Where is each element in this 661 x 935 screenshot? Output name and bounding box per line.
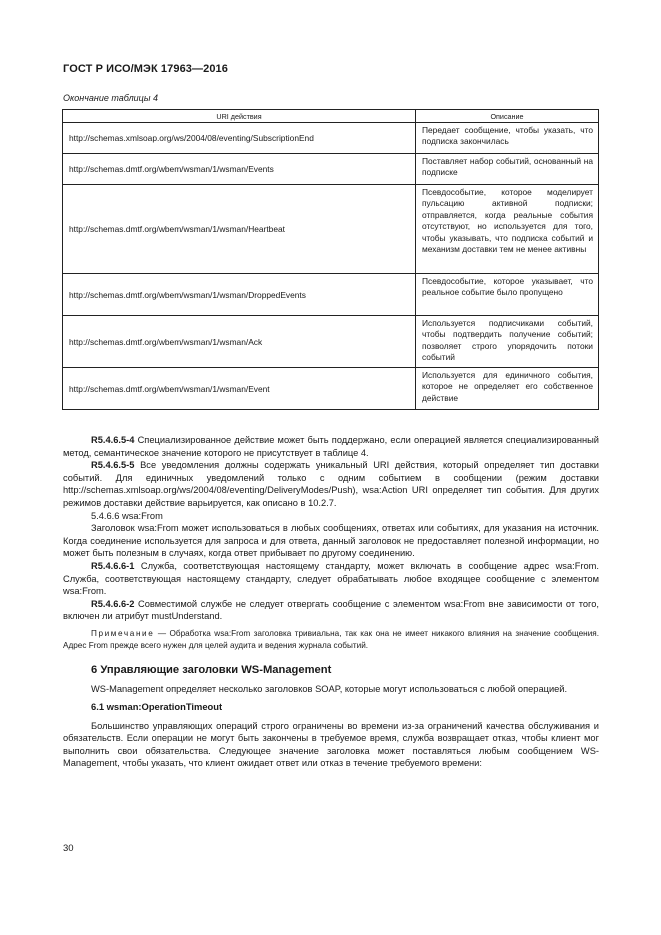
table-caption: Окончание таблицы 4 [63,93,158,103]
requirement-paragraph [63,434,599,459]
section-heading: 6 Управляющие заголовки WS-Management [91,663,332,676]
subsection-heading: 5.4.6.6 wsa:From [91,510,163,521]
uri-cell: http://schemas.dmtf.org/wbem/wsman/1/wsman/DroppedEvents [63,274,416,316]
description-cell: Псевдособытие, которое моделирует пульсацию активной подписки; отправляется, когда реальные события отсутствуют, но используется для того, чтобы указывать, что подписка событий и механизм доставки тем не менее активны [416,185,599,274]
body-text [63,434,599,770]
note-paragraph [63,628,599,652]
uri-cell: http://schemas.dmtf.org/wbem/wsman/1/wsman/Event [63,368,416,410]
requirement-label: R5.4.6.6-1 [91,560,135,571]
page-number: 30 [63,843,74,854]
table-4 [62,109,599,410]
description-cell: Используется подписчиками событий, чтобы подтвердить получение событий; позволяет строго упорядочить потоки событий [416,316,599,368]
description-cell: Поставляет набор событий, основанный на подписке [416,154,599,185]
table-row [63,274,599,316]
note-label: Примечание [91,628,155,638]
requirement-label: R5.4.6.5-5 [91,460,135,471]
paragraph: Большинство управляющих операций строго ограничены во времени из-за ограничений качества обслуживания и обязательств. Если операции не могут быть закончены в требуемое время, служба возвращает отказ, чтобы клиент мог выполнить свои обязательства. Следующее значение заголовка может поставляться любым сообщением WS-Management, чтобы указать, что клиент ожидает ответ или отказ в течение требуемого времени: [63,720,599,769]
requirement-paragraph [63,560,599,598]
uri-cell: http://schemas.dmtf.org/wbem/wsman/1/wsman/Events [63,154,416,185]
document-header: ГОСТ Р ИСО/МЭК 17963—2016 [63,63,228,75]
requirement-label: R5.4.6.5-4 [91,435,135,445]
column-header-description: Описание [416,110,599,123]
table-row [63,154,599,185]
requirement-text: Все уведомления должны содержать уникальный URI действия, который определяет тип доставки событий. Для единичных уведомлений только с одним событием в сообщении (режим доставки http://schemas.xmlsoap.org/ws/2004/08/eventing/DeliveryModes/Push), wsa:Action URI определяет тип события. Для других режимов доставки действие варьируется, как описано в 10.2.7. [63,460,599,508]
uri-cell: http://schemas.dmtf.org/wbem/wsman/1/wsman/Ack [63,316,416,368]
column-header-uri: URI действия [63,110,416,123]
description-cell: Передает сообщение, чтобы указать, что подписка закончилась [416,123,599,154]
uri-cell: http://schemas.xmlsoap.org/ws/2004/08/eventing/SubscriptionEnd [63,123,416,154]
requirement-text: Специализированное действие может быть поддержано, если операцией является специализированный метод, семантическое значение которого не присутствует в таблице 4. [63,435,599,458]
note-text: — Обработка wsa:From заголовка тривиальна, так как она не имеет никакого влияния на значение сообщения. Адрес From прежде всего нужен для целей аудита и ведения журнала событий. [63,628,599,650]
requirement-text: Служба, соответствующая настоящему стандарту, может включать в сообщение адрес wsa:From. Служба, соответствующая настоящему стандарту, следует обрабатывать любое входящее сообщение с элементом wsa:From. [63,560,599,597]
table-row [63,368,599,410]
requirement-text: Совместимой службе не следует отвергать сообщение с элементом wsa:From вне зависимости от того, включен ли атрибут mustUnderstand. [63,598,599,622]
table-row [63,123,599,154]
table-row [63,316,599,368]
subsection-heading: 6.1 wsman:OperationTimeout [91,701,223,713]
requirement-paragraph [63,598,599,623]
table-row [63,185,599,274]
table-header-row [63,110,599,123]
description-cell: Псевдособытие, которое указывает, что реальное событие было пропущено [416,274,599,316]
requirement-label: R5.4.6.6-2 [91,598,135,609]
paragraph: WS-Management определяет несколько заголовков SOAP, которые могут использоваться с любой операцией. [91,683,568,694]
uri-cell: http://schemas.dmtf.org/wbem/wsman/1/wsman/Heartbeat [63,185,416,274]
description-cell: Используется для единичного события, которое не определяет его собственное действие [416,368,599,410]
requirement-paragraph [63,459,599,509]
paragraph: Заголовок wsa:From может использоваться в любых сообщениях, ответах или событиях, для указания на источник. Когда соединение используется для запроса и для ответа, данный заголовок не предоставляет полезной информации, но может быть полезным в случаях, когда ответ прибывает по другому соединению. [63,523,599,559]
